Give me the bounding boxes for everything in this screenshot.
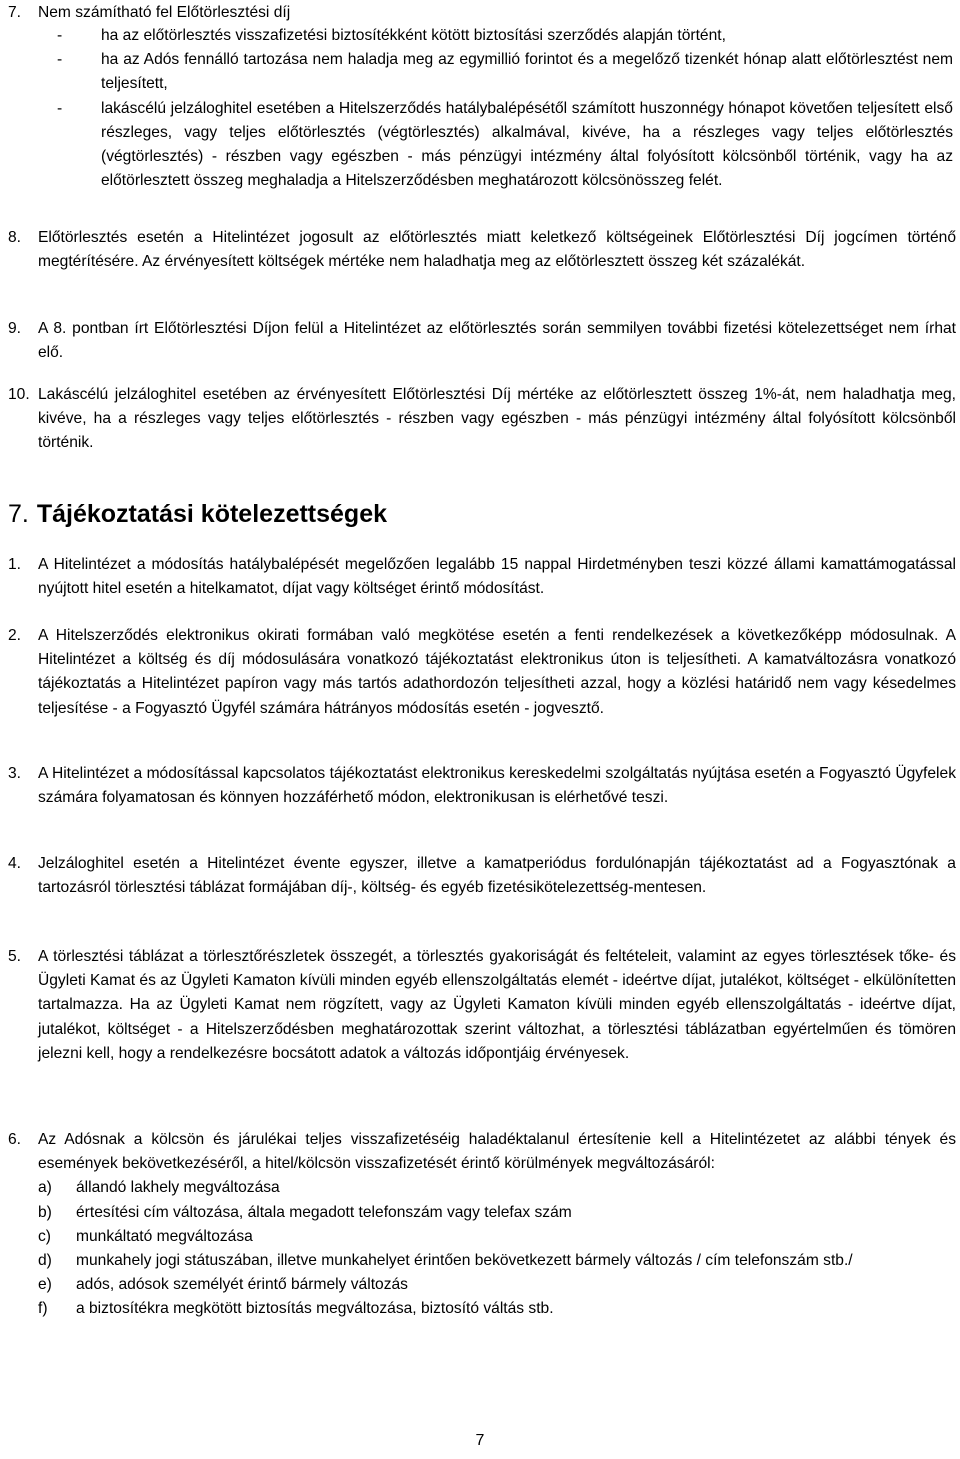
item-number: 7. [8,4,22,21]
item-number: 1. [8,556,22,573]
item-8 [8,226,956,274]
item-number: 3. [8,765,22,782]
list-item-label: a) [38,1179,52,1197]
item-text: A Hitelintézet a módosítással kapcsolatos tájékoztatást elektronikus kereskedelmi szolgáltatás nyújtása esetén a Fogyasztó Ügyfelek számára folyamatosan és könnyen hozzáférhető módon, elektronikusan is elérhetővé teszi. [38,765,956,807]
list-item [57,24,953,48]
item-text: A Hitelintézet a módosítás hatálybalépését megelőzően legalább 15 nappal Hirdetményben teszi közzé állami kamattámogatással nyújtott hitel esetén a hitelkamatot, díjat vagy költséget érintő módosítást. [38,556,956,598]
item-number: 10. [8,386,30,403]
list-item [38,1273,956,1297]
list-item [38,1297,956,1321]
item-number: 2. [8,627,22,644]
section-item-1 [8,553,956,601]
list-item [57,48,953,96]
section-item-2 [8,624,956,721]
list-item-label: f) [38,1300,48,1318]
page-number: 7 [475,1432,485,1449]
item-text: A 8. pontban írt Előtörlesztési Díjon felül a Hitelintézet az előtörlesztés során semmilyen további fizetési kötelezettséget nem írhat elő. [38,320,956,362]
list-item-label: c) [38,1227,51,1245]
item-number: 4. [8,855,22,872]
item-7-subitems [57,24,953,193]
list-item-text: munkáltató megváltozása [76,1227,253,1245]
list-item-text: adós, adósok személyét érintő bármely változás [76,1276,408,1294]
list-item-text: állandó lakhely megváltozása [76,1179,280,1197]
item-heading: Nem számítható fel Előtörlesztési díj [38,4,291,21]
item-number: 5. [8,948,22,965]
dash-bullet: - [57,51,63,69]
item-number: 9. [8,320,22,337]
section-item-5 [8,945,956,1066]
list-item [57,97,953,194]
lettered-list [38,1176,956,1321]
section-number: 7. [8,500,29,528]
list-item-text: a biztosítékra megkötött biztosítás megváltozása, biztosító váltás stb. [76,1300,554,1318]
item-10 [8,383,956,456]
list-item [38,1225,956,1249]
section-item-4 [8,852,956,900]
item-number: 8. [8,229,22,246]
item-text: A Hitelszerződés elektronikus okirati formában való megkötése esetén a fenti rendelkezések a következőképp módosulnak. A Hitelintézet a költség és díj módosulására vonatkozó tájékoztatást elektronikus úton is teljesítheti. A kamatváltozásra vonatkozó tájékoztatás a Hitelintézet papíron vagy más tartós adathordozón teljesítheti azzal, hogy a közlési határidő nem vagy késedelmes teljesítése - a Fogyasztó Ügyfél számára hátrányos módosítás esetén - jogvesztő. [38,627,956,717]
section-item-3 [8,762,956,810]
section-item-6 [8,1128,956,1322]
item-text: Lakáscélú jelzáloghitel esetében az érvényesített Előtörlesztési Díj mértéke az előtörlesztett összeg 1%-át, nem haladhatja meg, kivéve, ha a részleges vagy teljes előtörlesztés - részben vagy egészben - más pénzügyi intézmény által folyósított kölcsönből történik. [38,386,956,452]
list-item-text: lakáscélú jelzáloghitel esetében a Hitelszerződés hatálybalépésétől számított huszonnégy hónapot követően teljesített első részleges, vagy teljes előtörlesztés (végtörlesztés) alkalmával, kivéve, ha a részleges vagy teljes előtörlesztés (végtörlesztés) - részben vagy egészben - más pénzügyi intézmény által folyósított kölcsönből történik, vagy ha az előtörlesztett összeg meghaladja a Hitelszerződésben meghatározott kölcsönösszeg felét. [101,99,953,190]
item-number: 6. [8,1131,22,1148]
dash-bullet: - [57,27,63,44]
list-item-text: munkahely jogi státuszában, illetve munkahelyet érintően bekövetkezett bármely változás / cím telefonszám stb./ [76,1252,853,1270]
list-item [38,1176,956,1200]
list-item [38,1249,956,1273]
list-item-label: b) [38,1203,52,1221]
item-text: Előtörlesztés esetén a Hitelintézet jogosult az előtörlesztés miatt keletkező költségeinek Előtörlesztési Díj jogcímen történő megtérítésére. Az érvényesített költségek mértéke nem haladhatja meg az előtörlesztett összeg két százalékát. [38,229,956,271]
list-item-text: ha az Adós fennálló tartozása nem haladja meg az egymillió forintot és a megelőző tizenkét hónap alatt előtörlesztést nem teljesített, [101,51,953,93]
item-text: A törlesztési táblázat a törlesztőrészletek összegét, a törlesztés gyakoriságát és feltételeit, valamint az egyes törlesztések tőke- és Ügyleti Kamat és az Ügyleti Kamaton kívüli minden egyéb ellenszolgáltatás elemét - ideértve díjat, jutalékot, költséget - elkülönítetten tartalmazza. Ha az Ügyleti Kamat nem rögzített, vagy az Ügyleti Kamaton kívüli minden egyéb ellenszolgáltatás - ideértve díjat, jutalékot, költséget - a Hitelszerződésben meghatározottak szerint változhat, a törlesztési táblázatban egyértelműen és tömören jelezni kell, hogy a rendelkezésre bocsátott adatok a változás időpontjáig érvényesek. [38,948,956,1062]
list-item-text: ha az előtörlesztés visszafizetési biztosítékként kötött biztosítási szerződés alapján történt, [101,27,726,44]
item-text: Az Adósnak a kölcsön és járulékai teljes visszafizetéséig haladéktalanul értesítenie kell a Hitelintézetet az alábbi tények és események bekövetkezéséről, a hitel/kölcsön visszafizetését érintő körülmények megváltozásáról: [38,1131,956,1173]
section-title: Tájékoztatási kötelezettségek [36,500,388,528]
list-item-label: d) [38,1252,52,1270]
list-item-label: e) [38,1276,52,1294]
item-text: Jelzáloghitel esetén a Hitelintézet évente egyszer, illetve a kamatperiódus fordulónapján tájékoztatást ad a Fogyasztónak a tartozásról törlesztési táblázat formájában díj-, költség- és egyéb fizetésikötelezettség-mentesen. [38,855,956,897]
section-heading [8,500,387,529]
list-item [38,1201,956,1225]
item-9 [8,317,956,365]
list-item-text: értesítési cím változása, általa megadott telefonszám vagy telefax szám [76,1203,572,1221]
dash-bullet: - [57,99,63,117]
